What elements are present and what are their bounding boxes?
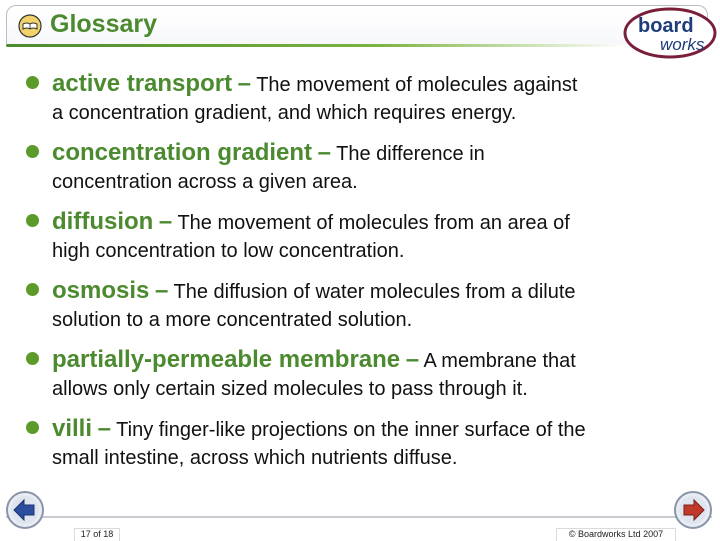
bullet-icon [26, 214, 39, 227]
definition-line-2: solution to a more concentrated solution. [52, 309, 413, 331]
definition-line-1: concentration gradient – The difference in [52, 139, 485, 166]
glossary-item [26, 277, 706, 334]
definition-line-1: osmosis – The diffusion of water molecules from a dilute [52, 277, 576, 304]
boardworks-logo [622, 6, 718, 60]
definition-text: A membrane that [423, 350, 576, 372]
glossary-term: diffusion [52, 208, 154, 235]
page-title: Glossary [50, 10, 158, 38]
glossary-term: partially-permeable membrane [52, 346, 401, 373]
page-number: 17 of 18 [74, 528, 120, 541]
bullet-icon [26, 145, 39, 158]
bullet-icon [26, 421, 39, 434]
glossary-term: osmosis [52, 277, 150, 304]
glossary-term: active transport [52, 70, 233, 97]
footer-divider [6, 516, 712, 518]
definition-line-1: diffusion – The movement of molecules from an area of [52, 208, 570, 235]
bullet-icon [26, 283, 39, 296]
glossary-term: villi [52, 415, 93, 442]
bullet-icon [26, 76, 39, 89]
definition-text: The diffusion of water molecules from a dilute [173, 281, 576, 303]
glossary-item [26, 346, 706, 403]
definition-text: Tiny finger-like projections on the inner surface of the [116, 419, 586, 441]
svg-text:works: works [660, 35, 705, 54]
glossary-item [26, 415, 706, 472]
definition-text: The difference in [336, 143, 485, 165]
glossary-term: concentration gradient [52, 139, 313, 166]
glossary-item [26, 70, 706, 127]
next-slide-button[interactable] [672, 490, 714, 530]
definition-line-2: high concentration to low concentration. [52, 240, 405, 262]
definition-line-1: active transport – The movement of molecules against [52, 70, 578, 97]
glossary-item [26, 208, 706, 265]
definition-text: The movement of molecules against [256, 74, 578, 96]
definition-line-2: a concentration gradient, and which requires energy. [52, 102, 517, 124]
glossary-item [26, 139, 706, 196]
glossary-list [26, 70, 706, 484]
definition-text: The movement of molecules from an area of [177, 212, 570, 234]
definition-line-2: small intestine, across which nutrients diffuse. [52, 447, 458, 469]
previous-slide-button[interactable] [4, 490, 46, 530]
glossary-book-icon [18, 14, 42, 38]
bullet-icon [26, 352, 39, 365]
definition-line-1: partially-permeable membrane – A membrane that [52, 346, 576, 373]
definition-line-1: villi – Tiny finger-like projections on the inner surface of the [52, 415, 586, 442]
svg-text:board: board [638, 15, 694, 37]
copyright-text: © Boardworks Ltd 2007 [556, 528, 676, 541]
title-underline [6, 44, 626, 47]
definition-line-2: concentration across a given area. [52, 171, 358, 193]
definition-line-2: allows only certain sized molecules to pass through it. [52, 378, 528, 400]
